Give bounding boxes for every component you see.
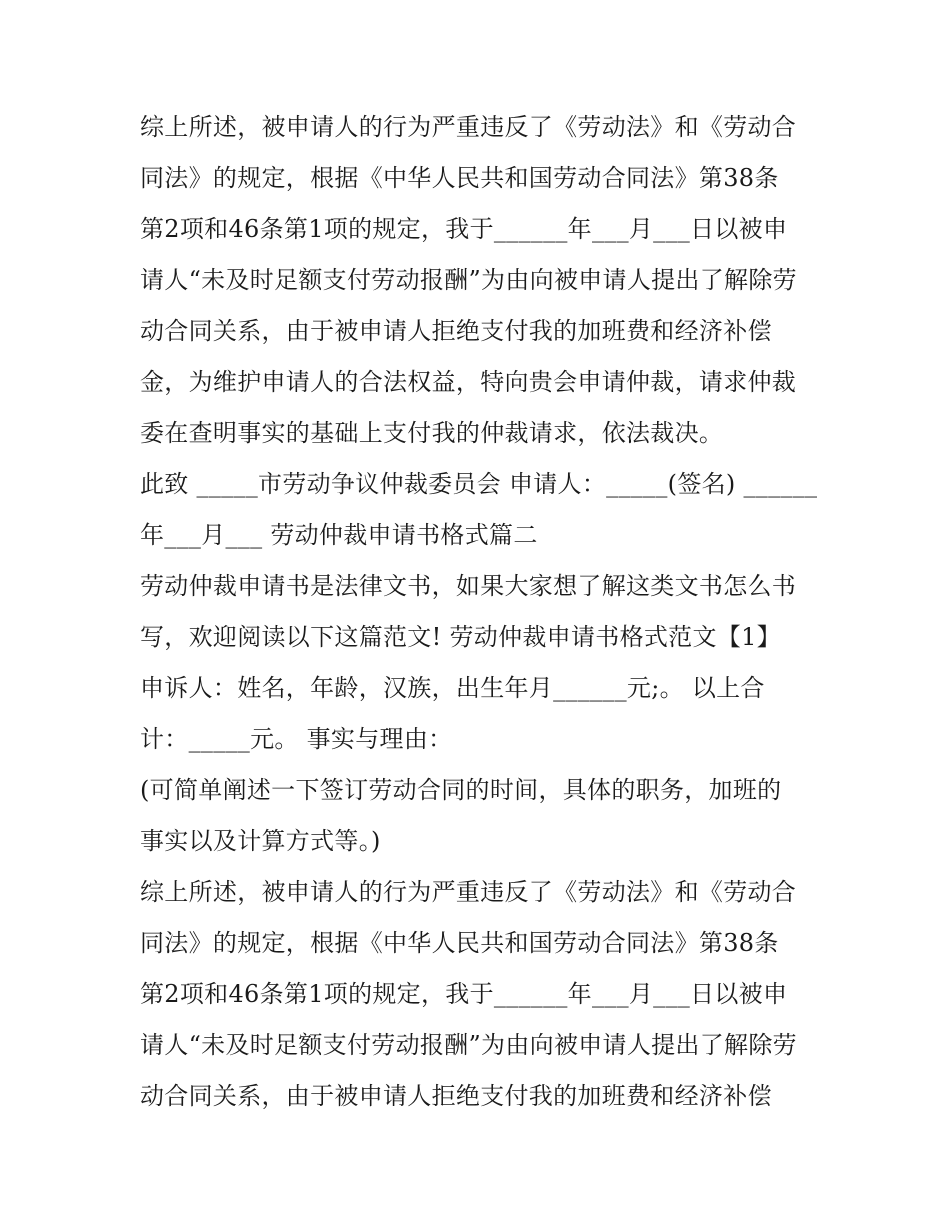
- document-body: [140, 102, 820, 1122]
- text-line: 年___月___ 劳动仲裁申请书格式篇二: [140, 521, 538, 549]
- text-line: 第2项和46条第1项的规定，我于______年___月___日以被申: [140, 215, 788, 243]
- text-line: 事实以及计算方式等。): [140, 827, 381, 855]
- text-line: 申诉人：姓名，年龄，汉族，出生年月______元;。 以上合: [140, 674, 765, 702]
- text-line: 综上所述，被申请人的行为严重违反了《劳动法》和《劳动合: [140, 878, 797, 906]
- text-line: 委在查明事实的基础上支付我的仲裁请求，依法裁决。: [140, 419, 724, 447]
- text-line: 此致 _____市劳动争议仲裁委员会 申请人：_____(签名) ______: [140, 470, 818, 498]
- text-line: 计：_____元。 事实与理由：: [140, 725, 453, 753]
- text-line: 金，为维护申请人的合法权益，特向贵会申请仲裁，请求仲裁: [140, 368, 797, 396]
- text-line: 综上所述，被申请人的行为严重违反了《劳动法》和《劳动合: [140, 113, 797, 141]
- text-line: (可简单阐述一下签订劳动合同的时间，具体的职务，加班的: [140, 776, 782, 804]
- text-line: 第2项和46条第1项的规定，我于______年___月___日以被申: [140, 980, 788, 1008]
- text-line: 写，欢迎阅读以下这篇范文! 劳动仲裁申请书格式范文【1】: [140, 623, 781, 651]
- text-line: 动合同关系，由于被申请人拒绝支付我的加班费和经济补偿: [140, 317, 772, 345]
- text-line: 同法》的规定，根据《中华人民共和国劳动合同法》第38条: [140, 164, 779, 192]
- text-line: 请人“未及时足额支付劳动报酬”为由向被申请人提出了解除劳: [140, 1031, 797, 1059]
- text-line: 劳动仲裁申请书是法律文书，如果大家想了解这类文书怎么书: [140, 572, 797, 600]
- text-line: 请人“未及时足额支付劳动报酬”为由向被申请人提出了解除劳: [140, 266, 797, 294]
- text-line: 动合同关系，由于被申请人拒绝支付我的加班费和经济补偿: [140, 1082, 772, 1110]
- text-line: 同法》的规定，根据《中华人民共和国劳动合同法》第38条: [140, 929, 779, 957]
